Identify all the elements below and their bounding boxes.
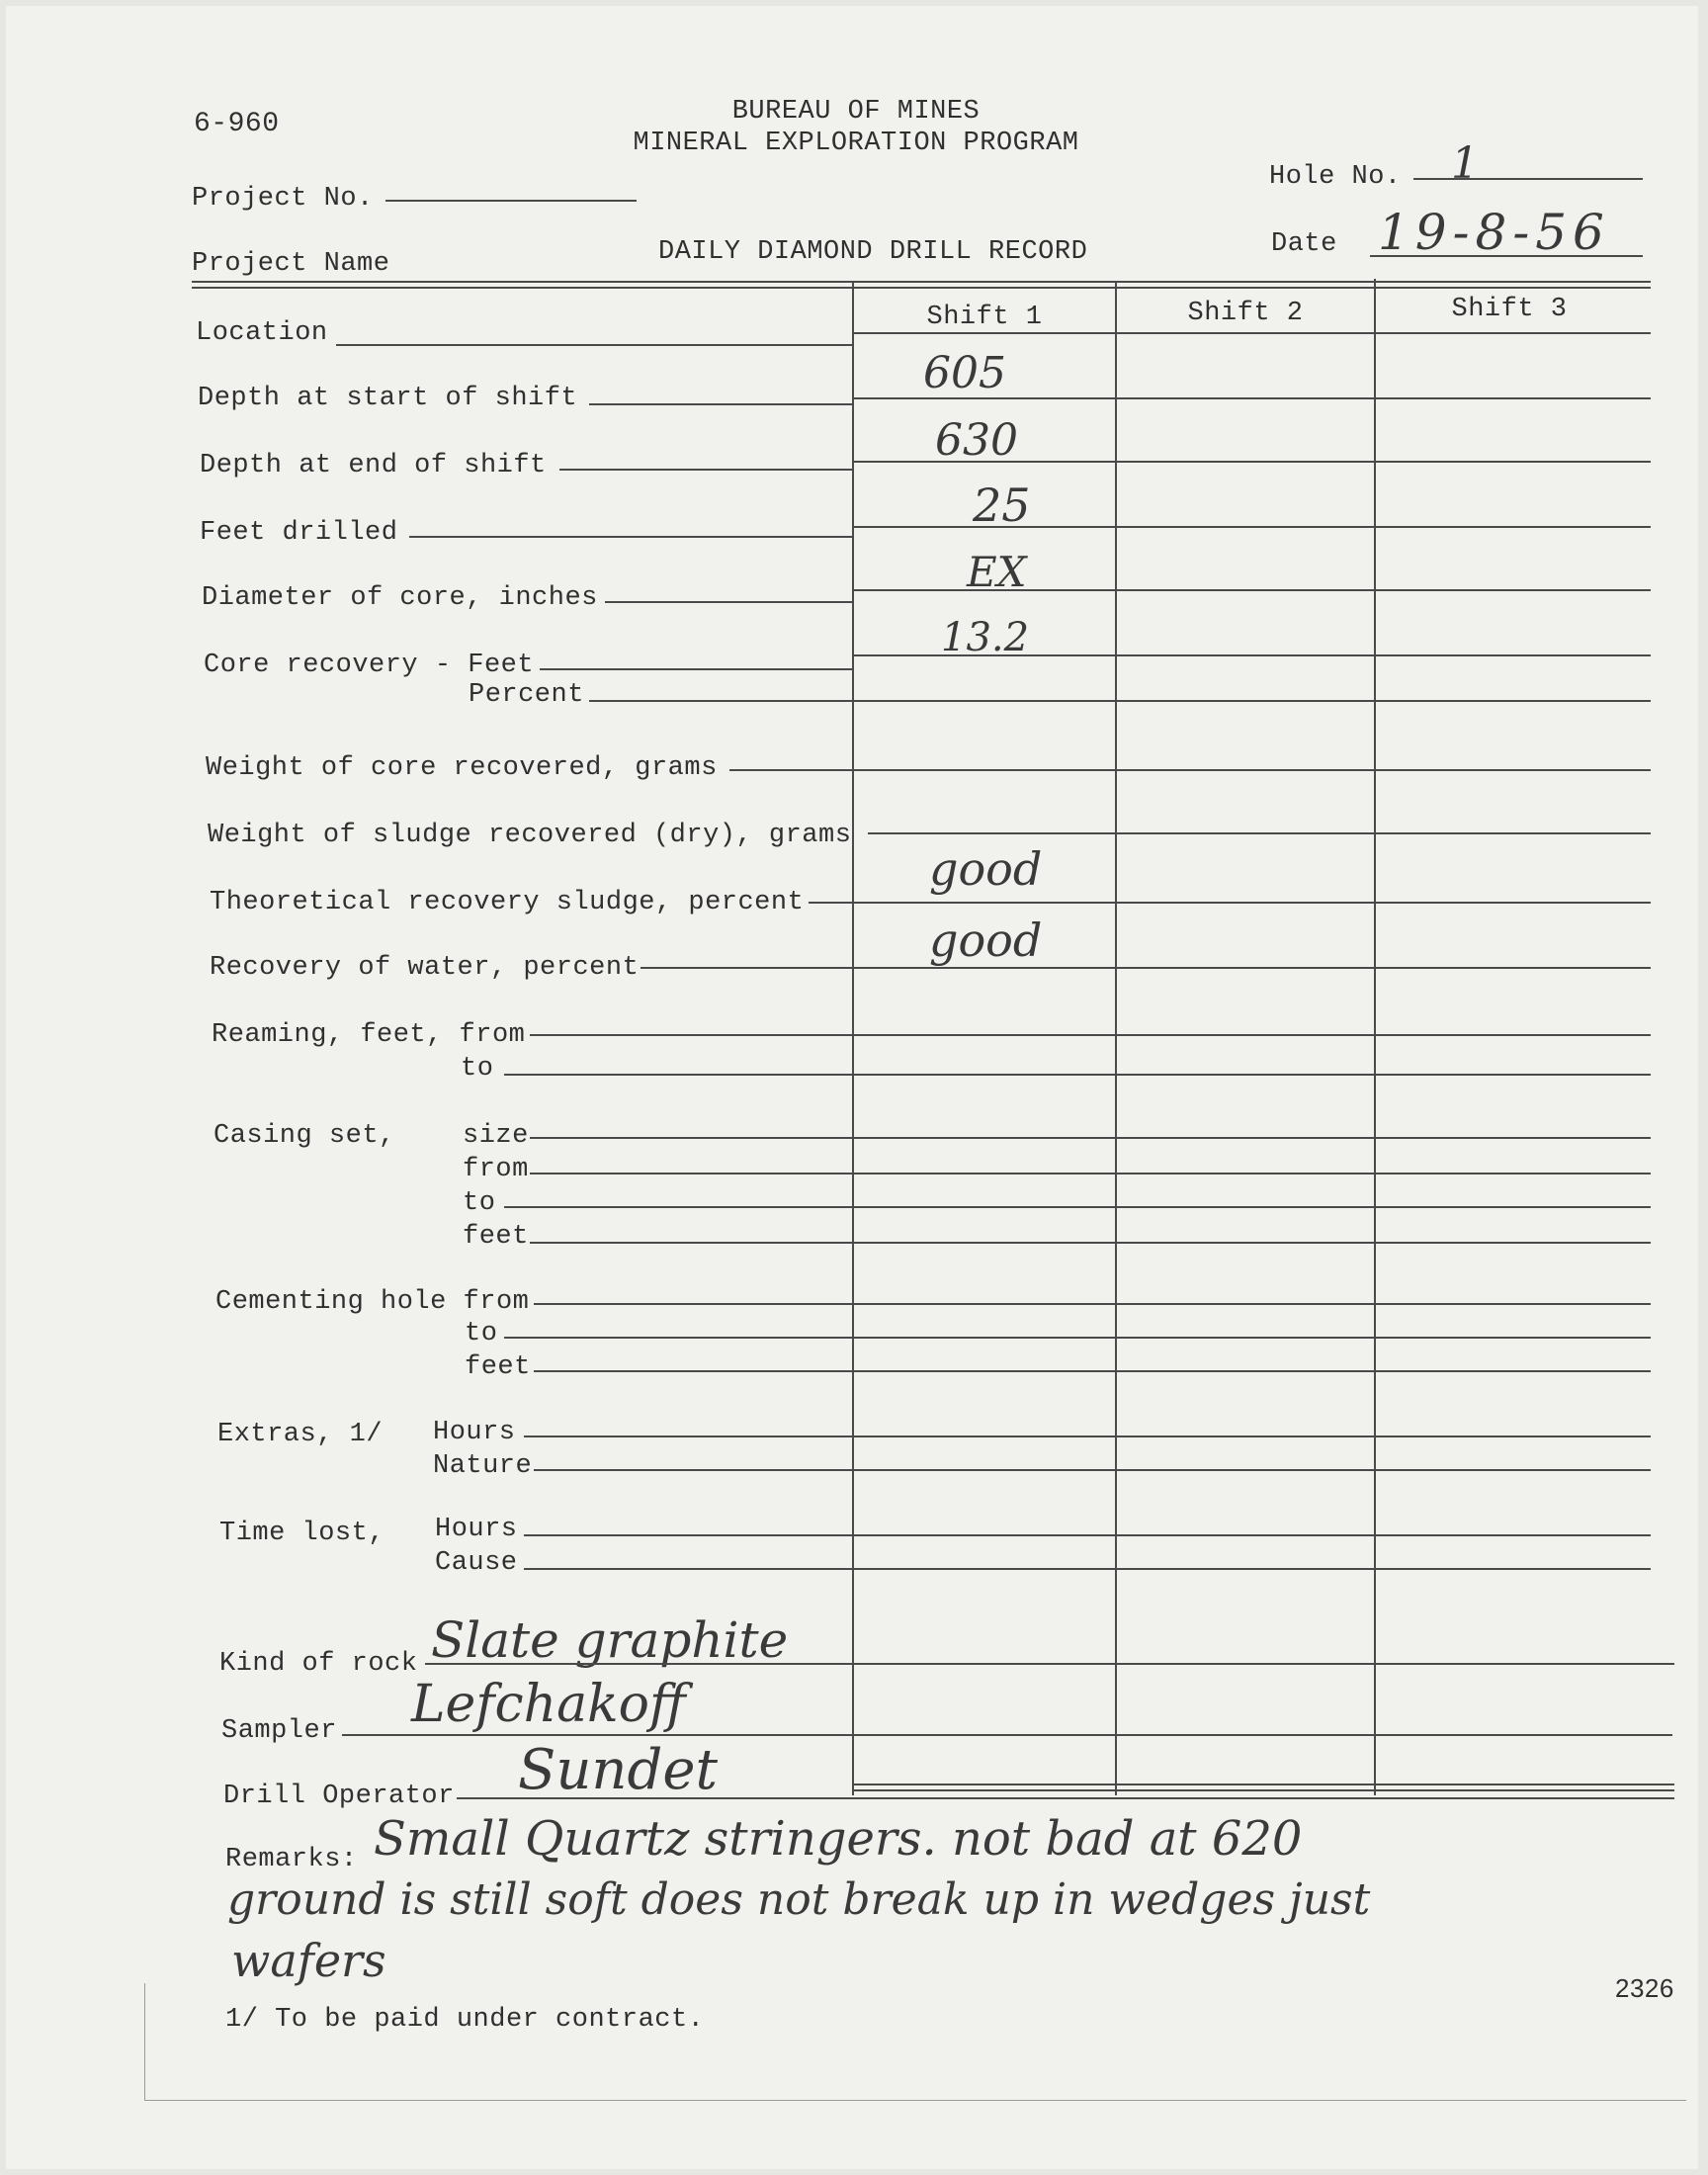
row-label-time-lost-cause: Cause xyxy=(435,1548,518,1578)
row-label-core-recovery-percent: Percent xyxy=(469,680,584,710)
table-bottom-rule-2 xyxy=(852,1789,1674,1791)
weight-sludge-field[interactable] xyxy=(868,832,1651,834)
row-label-water: Recovery of water, percent xyxy=(210,953,640,983)
row-label-casing-to: to xyxy=(463,1188,496,1218)
form-page xyxy=(6,6,1698,2169)
row-label-time-lost: Time lost, xyxy=(219,1519,385,1548)
drill-operator-label: Drill Operator xyxy=(223,1782,455,1811)
time-lost-hours-field[interactable] xyxy=(524,1534,1651,1536)
form-title: DAILY DIAMOND DRILL RECORD xyxy=(658,237,1088,267)
casing-size-field[interactable] xyxy=(530,1137,1651,1139)
row-label-core-recovery: Core recovery - Feet xyxy=(204,651,535,680)
project-name-label: Project Name xyxy=(192,249,390,279)
core-recovery-percent-field[interactable] xyxy=(589,700,1651,702)
program-title: MINERAL EXPLORATION PROGRAM xyxy=(633,129,1079,158)
drill-operator-value: Sundet xyxy=(518,1738,718,1802)
depth-end-value: 630 xyxy=(935,415,1018,466)
row-label-reaming-to: to xyxy=(461,1054,494,1084)
row-label-casing-feet: feet xyxy=(463,1222,529,1252)
core-recovery-value: 13.2 xyxy=(941,615,1030,660)
footnote: 1/ To be paid under contract. xyxy=(225,2005,705,2035)
depth-start-leader xyxy=(589,403,852,405)
row-label-depth-start: Depth at start of shift xyxy=(198,384,578,413)
extras-nature-field[interactable] xyxy=(534,1469,1651,1471)
row-label-time-lost-hours: Hours xyxy=(435,1515,518,1544)
water-field[interactable] xyxy=(640,967,1651,969)
cementing-feet-field[interactable] xyxy=(534,1370,1651,1372)
water-value: good xyxy=(929,914,1043,967)
drill-operator-field[interactable] xyxy=(457,1797,1674,1799)
row-label-cementing: Cementing hole from xyxy=(215,1287,530,1317)
sheet-edge-left xyxy=(144,1983,145,2100)
row-label-casing-size: size xyxy=(463,1121,529,1151)
row-label-cementing-to: to xyxy=(465,1319,498,1348)
row-label-casing-from: from xyxy=(463,1155,529,1184)
remarks-label: Remarks: xyxy=(225,1845,358,1874)
table-bottom-rule xyxy=(852,1784,1674,1785)
cementing-to-field[interactable] xyxy=(504,1337,1651,1339)
date-value: 19-8-56 xyxy=(1378,204,1610,261)
column-header-shift-3: Shift 3 xyxy=(1451,295,1568,324)
project-no-field[interactable] xyxy=(385,200,637,202)
core-recovery-feet-leader xyxy=(540,668,852,670)
project-no-label: Project No. xyxy=(192,184,374,214)
diameter-value: EX xyxy=(967,548,1027,596)
row-label-extras: Extras, 1/ xyxy=(217,1420,384,1449)
row-label-feet-drilled: Feet drilled xyxy=(200,518,398,548)
row-label-diameter: Diameter of core, inches xyxy=(202,583,598,613)
header-rule-2 xyxy=(192,287,1651,289)
kind-of-rock-label: Kind of rock xyxy=(219,1649,418,1679)
remarks-line-1: Small Quartz stringers. not bad at 620 xyxy=(374,1811,1303,1867)
theoretical-value: good xyxy=(929,842,1043,896)
depth-start-value: 605 xyxy=(923,348,1006,398)
location-field[interactable] xyxy=(854,332,1651,334)
row-label-cementing-feet: feet xyxy=(465,1352,531,1382)
cementing-from-field[interactable] xyxy=(534,1303,1651,1305)
hole-no-field[interactable] xyxy=(1413,178,1643,180)
sheet-edge xyxy=(144,2100,1686,2101)
row-label-location: Location xyxy=(196,318,328,348)
hole-no-value: 1 xyxy=(1451,138,1479,189)
location-leader xyxy=(336,344,852,346)
column-header-shift-1: Shift 1 xyxy=(926,303,1043,332)
remarks-line-2: ground is still soft does not break up in wedges just xyxy=(227,1874,1371,1925)
row-label-theoretical: Theoretical recovery sludge, percent xyxy=(210,888,805,917)
row-label-casing: Casing set, xyxy=(214,1121,395,1151)
row-label-extras-nature: Nature xyxy=(433,1451,533,1481)
depth-end-leader xyxy=(559,469,852,471)
casing-from-field[interactable] xyxy=(530,1173,1651,1174)
sampler-field[interactable] xyxy=(342,1734,1672,1736)
casing-to-field[interactable] xyxy=(504,1206,1651,1208)
date-field[interactable] xyxy=(1370,255,1643,257)
row-label-reaming: Reaming, feet, from xyxy=(212,1020,526,1050)
row-label-extras-hours: Hours xyxy=(433,1418,516,1447)
page-number: 2326 xyxy=(1615,1973,1674,2003)
header-rule xyxy=(192,281,1651,283)
row-label-depth-end: Depth at end of shift xyxy=(200,451,547,480)
kind-of-rock-field[interactable] xyxy=(425,1663,1674,1665)
row-label-weight-core: Weight of core recovered, grams xyxy=(206,753,718,783)
feet-drilled-leader xyxy=(409,536,852,538)
feet-drilled-value: 25 xyxy=(973,478,1031,532)
row-label-weight-sludge: Weight of sludge recovered (dry), grams xyxy=(208,821,852,850)
sampler-label: Sampler xyxy=(221,1716,337,1746)
reaming-to-field[interactable] xyxy=(504,1074,1651,1076)
reaming-from-field[interactable] xyxy=(530,1034,1651,1036)
extras-hours-field[interactable] xyxy=(524,1436,1651,1437)
weight-core-field[interactable] xyxy=(729,769,1651,771)
hole-no-label: Hole No. xyxy=(1269,162,1402,192)
sampler-value: Lefchakoff xyxy=(411,1675,686,1734)
column-header-shift-2: Shift 2 xyxy=(1187,299,1304,328)
diameter-leader xyxy=(605,601,852,603)
kind-of-rock-value: Slate graphite xyxy=(431,1611,789,1669)
casing-feet-field[interactable] xyxy=(530,1242,1651,1244)
form-number: 6-960 xyxy=(194,109,280,139)
date-label: Date xyxy=(1271,229,1337,259)
agency-title: BUREAU OF MINES xyxy=(731,97,981,127)
theoretical-field[interactable] xyxy=(809,902,1651,904)
remarks-line-3: wafers xyxy=(231,1934,386,1987)
time-lost-cause-field[interactable] xyxy=(524,1568,1651,1570)
